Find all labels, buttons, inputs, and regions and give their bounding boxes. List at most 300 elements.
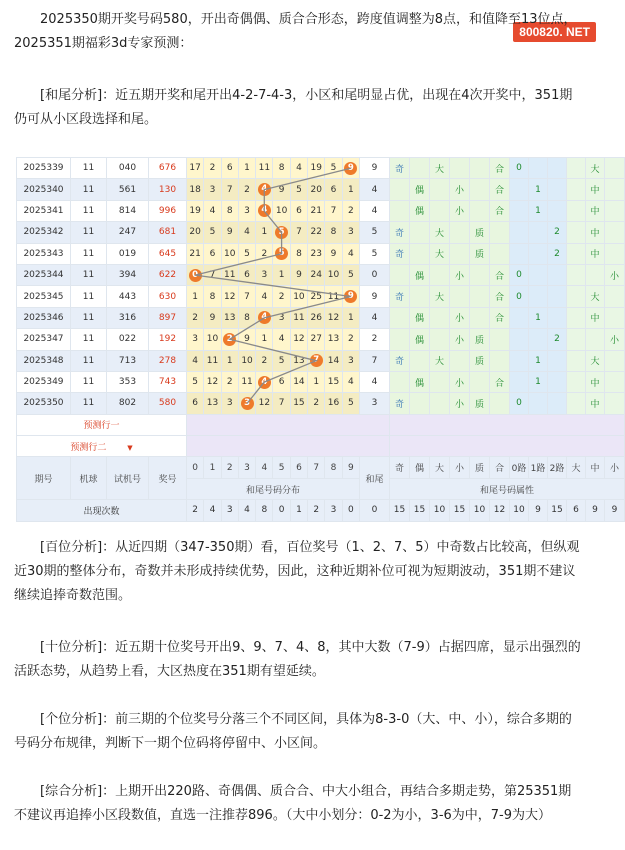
distribution-cell bbox=[187, 200, 204, 221]
distribution-cell bbox=[204, 200, 221, 221]
digit-header: 8 bbox=[325, 457, 342, 478]
omission-value: 11 bbox=[293, 312, 305, 323]
prize-cell: 996 bbox=[149, 200, 187, 221]
attribute-cell: 合 bbox=[489, 371, 509, 392]
distribution-cell bbox=[187, 222, 204, 243]
omission-value: 7 bbox=[209, 270, 216, 281]
omission-value: 3 bbox=[347, 355, 354, 366]
attribute-cell: 偶 bbox=[409, 200, 429, 221]
attribute-cell: 合 bbox=[489, 179, 509, 200]
distribution-cell bbox=[256, 393, 273, 414]
omission-value: 21 bbox=[310, 205, 322, 216]
attribute-cell: 合 bbox=[489, 158, 509, 179]
omission-value: 2 bbox=[347, 205, 354, 216]
attr-header: 大 bbox=[566, 457, 585, 478]
attribute-cell: 大 bbox=[429, 286, 449, 307]
omission-value: 8 bbox=[296, 248, 302, 259]
attribute-cell bbox=[547, 393, 566, 414]
attribute-cell bbox=[469, 307, 489, 328]
distribution-cell bbox=[342, 222, 359, 243]
omission-value: 4 bbox=[347, 377, 354, 388]
prediction-row-2-text: 预测行二 bbox=[70, 442, 107, 453]
table-row bbox=[17, 158, 625, 179]
attribute-cell bbox=[604, 179, 624, 200]
attribute-cell: 合 bbox=[489, 200, 509, 221]
ge-analysis: [个位分析]：前三期的个位奖号分落三个不同区间，具体为8-3-0（大、中、小），综合多期的号码分布规律，判断下一期个位码将停留中、小区间。 bbox=[14, 712, 572, 751]
distribution-cell bbox=[187, 286, 204, 307]
distribution-cell bbox=[204, 307, 221, 328]
attribute-cell bbox=[389, 307, 409, 328]
count-cell: 9 bbox=[528, 500, 547, 521]
digit-header: 6 bbox=[290, 457, 307, 478]
test-number-cell: 040 bbox=[107, 158, 149, 179]
attribute-cell bbox=[566, 286, 585, 307]
omission-value: 1 bbox=[244, 163, 250, 174]
distribution-cell bbox=[342, 350, 359, 371]
machine-cell: 11 bbox=[71, 222, 107, 243]
omission-value: 4 bbox=[244, 227, 250, 238]
omission-value: 2 bbox=[226, 377, 233, 388]
distribution-cell bbox=[290, 222, 307, 243]
attribute-cell: 小 bbox=[449, 264, 469, 285]
machine-cell: 11 bbox=[71, 200, 107, 221]
distribution-cell-hit bbox=[273, 243, 290, 264]
attribute-cell bbox=[429, 329, 449, 350]
distribution-cell bbox=[238, 222, 255, 243]
attribute-cell bbox=[469, 264, 489, 285]
hewei-ball: 5 bbox=[275, 226, 288, 239]
omission-value: 2 bbox=[347, 334, 354, 345]
distribution-cell bbox=[290, 179, 307, 200]
omission-value: 14 bbox=[327, 355, 340, 366]
attribute-cell: 0 bbox=[509, 286, 528, 307]
omission-value: 3 bbox=[244, 205, 250, 216]
omission-value: 24 bbox=[310, 270, 322, 281]
attribute-cell bbox=[489, 243, 509, 264]
distribution-cell-hit bbox=[238, 393, 255, 414]
distribution-cell bbox=[221, 371, 238, 392]
omission-value: 7 bbox=[330, 205, 337, 216]
attribute-cell: 1 bbox=[528, 200, 547, 221]
attribute-cell: 小 bbox=[604, 329, 624, 350]
attribute-cell bbox=[547, 286, 566, 307]
table-row bbox=[17, 200, 625, 221]
attribute-cell: 奇 bbox=[389, 393, 409, 414]
distribution-cell bbox=[187, 179, 204, 200]
attribute-cell: 小 bbox=[449, 179, 469, 200]
machine-cell: 11 bbox=[71, 329, 107, 350]
prize-cell: 676 bbox=[149, 158, 187, 179]
attribute-cell bbox=[429, 393, 449, 414]
attribute-cell: 小 bbox=[449, 371, 469, 392]
count-cell: 0 bbox=[273, 500, 290, 521]
table-row bbox=[17, 179, 625, 200]
distribution-cell bbox=[290, 371, 307, 392]
count-cell: 0 bbox=[342, 500, 359, 521]
hewei-cell: 9 bbox=[359, 158, 389, 179]
attribute-cell bbox=[528, 393, 547, 414]
distribution-cell bbox=[325, 371, 342, 392]
omission-value: 26 bbox=[310, 312, 322, 323]
distribution-cell bbox=[204, 222, 221, 243]
attribute-cell bbox=[547, 158, 566, 179]
dropdown-arrow-icon[interactable]: ▼ bbox=[127, 443, 133, 452]
column-machine: 机球 bbox=[71, 457, 107, 500]
attribute-cell bbox=[547, 264, 566, 285]
attribute-cell bbox=[604, 307, 624, 328]
distribution-cell bbox=[204, 243, 221, 264]
attribute-cell: 偶 bbox=[409, 264, 429, 285]
digit-header: 9 bbox=[342, 457, 359, 478]
column-hewei: 和尾 bbox=[359, 457, 389, 500]
omission-value: 1 bbox=[347, 184, 354, 195]
attribute-cell bbox=[429, 307, 449, 328]
attribute-cell bbox=[547, 200, 566, 221]
attribute-cell: 中 bbox=[585, 200, 604, 221]
distribution-cell bbox=[273, 307, 290, 328]
distribution-cell bbox=[204, 329, 221, 350]
omission-value: 25 bbox=[310, 291, 322, 302]
attribute-cell bbox=[509, 350, 528, 371]
distribution-cell bbox=[204, 350, 221, 371]
distribution-cell bbox=[273, 200, 290, 221]
attribute-cell bbox=[409, 243, 429, 264]
distribution-cell bbox=[342, 264, 359, 285]
attribute-cell: 合 bbox=[489, 264, 509, 285]
attribute-cell: 偶 bbox=[409, 307, 429, 328]
prize-cell: 622 bbox=[149, 264, 187, 285]
attr-header: 0路 bbox=[509, 457, 528, 478]
attribute-cell: 中 bbox=[585, 393, 604, 414]
omission-value: 2 bbox=[278, 291, 285, 302]
attribute-cell: 奇 bbox=[389, 158, 409, 179]
omission-value: 5 bbox=[209, 227, 216, 238]
count-cell: 3 bbox=[325, 500, 342, 521]
omission-value: 1 bbox=[192, 291, 199, 302]
attribute-cell: 质 bbox=[469, 350, 489, 371]
distribution-cell bbox=[308, 286, 325, 307]
attribute-cell: 大 bbox=[429, 222, 449, 243]
distribution-cell bbox=[221, 200, 238, 221]
distribution-cell bbox=[221, 158, 238, 179]
distribution-cell bbox=[238, 158, 255, 179]
test-number-cell: 561 bbox=[107, 179, 149, 200]
machine-cell: 11 bbox=[71, 158, 107, 179]
distribution-cell bbox=[187, 307, 204, 328]
distribution-cell bbox=[256, 243, 273, 264]
prize-cell: 630 bbox=[149, 286, 187, 307]
test-number-cell: 814 bbox=[107, 200, 149, 221]
distribution-cell bbox=[187, 243, 204, 264]
omission-value: 11 bbox=[206, 355, 219, 366]
distribution-cell bbox=[238, 243, 255, 264]
attribute-cell: 质 bbox=[469, 329, 489, 350]
distribution-cell bbox=[221, 350, 238, 371]
digit-header: 2 bbox=[221, 457, 238, 478]
omission-value: 1 bbox=[278, 270, 285, 281]
omission-value: 10 bbox=[241, 355, 253, 366]
hewei-ball: 4 bbox=[258, 311, 271, 324]
count-cell: 15 bbox=[409, 500, 429, 521]
attribute-cell bbox=[469, 371, 489, 392]
omission-value: 27 bbox=[310, 334, 322, 345]
hewei-ball: 0 bbox=[189, 269, 202, 282]
omission-value: 12 bbox=[327, 312, 340, 323]
distribution-cell bbox=[290, 286, 307, 307]
omission-value: 13 bbox=[293, 355, 305, 366]
attribute-cell bbox=[449, 158, 469, 179]
omission-value: 16 bbox=[327, 398, 340, 409]
machine-cell: 11 bbox=[71, 371, 107, 392]
attribute-cell bbox=[528, 264, 547, 285]
distribution-cell bbox=[273, 286, 290, 307]
distribution-cell bbox=[256, 222, 273, 243]
attribute-cell: 大 bbox=[429, 350, 449, 371]
test-number-cell: 353 bbox=[107, 371, 149, 392]
distribution-cell bbox=[256, 350, 273, 371]
distribution-cell bbox=[342, 179, 359, 200]
hewei-cell: 7 bbox=[359, 350, 389, 371]
attribute-cell bbox=[547, 307, 566, 328]
distribution-cell bbox=[325, 329, 342, 350]
distribution-cell bbox=[238, 264, 255, 285]
attr-header: 小 bbox=[604, 457, 624, 478]
distribution-cell bbox=[221, 179, 238, 200]
prediction-row-1[interactable] bbox=[17, 414, 625, 435]
distribution-cell-hit bbox=[221, 329, 238, 350]
count-cell: 15 bbox=[547, 500, 566, 521]
omission-value: 7 bbox=[226, 184, 233, 195]
omission-value: 8 bbox=[244, 312, 250, 323]
omission-value: 3 bbox=[192, 334, 199, 345]
distribution-cell bbox=[308, 158, 325, 179]
omission-value: 10 bbox=[327, 270, 340, 281]
table-row bbox=[17, 350, 625, 371]
distribution-cell bbox=[273, 264, 290, 285]
attr-header: 质 bbox=[469, 457, 489, 478]
attribute-cell: 奇 bbox=[389, 222, 409, 243]
attribute-cell bbox=[528, 329, 547, 350]
omission-value: 9 bbox=[296, 270, 302, 281]
distribution-cell bbox=[221, 286, 238, 307]
hewei-cell: 3 bbox=[359, 393, 389, 414]
omission-value: 8 bbox=[278, 163, 285, 174]
attribute-cell: 大 bbox=[585, 286, 604, 307]
table-row bbox=[17, 307, 625, 328]
omission-value: 8 bbox=[209, 291, 216, 302]
prize-cell: 897 bbox=[149, 307, 187, 328]
attribute-cell bbox=[429, 179, 449, 200]
distribution-cell bbox=[290, 350, 307, 371]
attribute-cell: 中 bbox=[585, 243, 604, 264]
attribute-cell: 0 bbox=[509, 264, 528, 285]
omission-value: 3 bbox=[209, 184, 216, 195]
prize-cell: 645 bbox=[149, 243, 187, 264]
distribution-cell bbox=[256, 158, 273, 179]
attribute-cell bbox=[469, 179, 489, 200]
count-cell: 4 bbox=[238, 500, 255, 521]
attribute-cell bbox=[585, 329, 604, 350]
issue-cell: 2025348 bbox=[17, 350, 71, 371]
distribution-cell bbox=[325, 350, 342, 371]
distribution-cell bbox=[238, 307, 255, 328]
attribute-cell bbox=[566, 393, 585, 414]
distribution-cell bbox=[204, 158, 221, 179]
attribute-cell: 合 bbox=[489, 307, 509, 328]
omission-value: 4 bbox=[261, 291, 268, 302]
test-number-cell: 443 bbox=[107, 286, 149, 307]
attribute-cell: 2 bbox=[547, 222, 566, 243]
hewei-ball: 4 bbox=[258, 183, 271, 196]
test-number-cell: 247 bbox=[107, 222, 149, 243]
table-row bbox=[17, 393, 625, 414]
distribution-cell-hit bbox=[256, 200, 273, 221]
attribute-cell bbox=[604, 243, 624, 264]
attribute-cell: 偶 bbox=[409, 179, 429, 200]
machine-cell: 11 bbox=[71, 286, 107, 307]
distribution-cell bbox=[204, 393, 221, 414]
count-cell: 2 bbox=[187, 500, 204, 521]
distribution-cell bbox=[256, 329, 273, 350]
count-cell: 10 bbox=[509, 500, 528, 521]
prediction-row-2[interactable] bbox=[17, 436, 625, 457]
prize-cell: 580 bbox=[149, 393, 187, 414]
attribute-cell bbox=[389, 200, 409, 221]
attr-header: 2路 bbox=[547, 457, 566, 478]
omission-value: 11 bbox=[258, 163, 271, 174]
hewei-ball: 4 bbox=[258, 376, 271, 389]
attr-header: 中 bbox=[585, 457, 604, 478]
omission-value: 8 bbox=[330, 227, 337, 238]
distribution-cell bbox=[238, 350, 255, 371]
attribute-cell bbox=[604, 200, 624, 221]
hewei-ball: 5 bbox=[275, 247, 288, 260]
digit-header: 7 bbox=[308, 457, 325, 478]
attr-header: 1路 bbox=[528, 457, 547, 478]
distribution-cell bbox=[204, 179, 221, 200]
attribute-cell bbox=[566, 158, 585, 179]
omission-value: 2 bbox=[261, 355, 268, 366]
distribution-cell-hit bbox=[256, 179, 273, 200]
omission-value: 6 bbox=[192, 398, 199, 409]
intro-line-2: 2025351期福彩3d专家预测： bbox=[14, 36, 193, 51]
attribute-cell: 1 bbox=[528, 307, 547, 328]
attribute-cell bbox=[528, 158, 547, 179]
digit-header: 3 bbox=[238, 457, 255, 478]
hewei-ball: 7 bbox=[310, 354, 323, 367]
omission-value: 17 bbox=[189, 163, 201, 174]
attribute-cell: 1 bbox=[528, 179, 547, 200]
machine-cell: 11 bbox=[71, 264, 107, 285]
prize-cell: 278 bbox=[149, 350, 187, 371]
distribution-cell bbox=[342, 329, 359, 350]
omission-value: 13 bbox=[224, 312, 236, 323]
attribute-cell bbox=[389, 329, 409, 350]
prediction-row-2-label[interactable] bbox=[17, 436, 187, 457]
hewei-ball: 4 bbox=[258, 204, 271, 217]
attribute-cell bbox=[604, 286, 624, 307]
omission-value: 5 bbox=[192, 377, 199, 388]
table-row bbox=[17, 264, 625, 285]
distribution-cell bbox=[238, 200, 255, 221]
attribute-cell: 小 bbox=[604, 264, 624, 285]
distribution-cell bbox=[187, 393, 204, 414]
attribute-cell: 1 bbox=[528, 350, 547, 371]
omission-value: 7 bbox=[244, 291, 250, 302]
hewei-analysis: [和尾分析]：近五期开奖和尾开出4-2-7-4-3，小区和尾明显占优，出现在4次开奖中，351期仍可从小区段选择和尾。 bbox=[14, 88, 573, 127]
distribution-cell-hit bbox=[187, 264, 204, 285]
hewei-cell: 2 bbox=[359, 329, 389, 350]
distribution-cell bbox=[290, 264, 307, 285]
distribution-cell-hit bbox=[256, 371, 273, 392]
distribution-cell-hit bbox=[342, 158, 359, 179]
attribute-cell: 奇 bbox=[389, 286, 409, 307]
omission-value: 9 bbox=[278, 184, 285, 195]
distribution-cell bbox=[325, 286, 342, 307]
distribution-cell bbox=[342, 371, 359, 392]
distribution-cell bbox=[308, 307, 325, 328]
attribute-cell: 中 bbox=[585, 307, 604, 328]
attribute-cell: 中 bbox=[585, 179, 604, 200]
hewei-cell: 5 bbox=[359, 222, 389, 243]
omission-value: 2 bbox=[209, 163, 216, 174]
omission-value: 2 bbox=[313, 398, 320, 409]
omission-value: 5 bbox=[244, 248, 250, 259]
omission-value: 4 bbox=[192, 355, 199, 366]
issue-cell: 2025344 bbox=[17, 264, 71, 285]
omission-value: 6 bbox=[296, 205, 302, 216]
distribution-cell bbox=[290, 307, 307, 328]
distribution-cell bbox=[290, 243, 307, 264]
attribute-cell bbox=[528, 243, 547, 264]
prediction-row-1-label[interactable]: 预测行一 bbox=[17, 414, 187, 435]
distribution-cell bbox=[342, 307, 359, 328]
attribute-cell bbox=[528, 286, 547, 307]
attribute-cell bbox=[566, 222, 585, 243]
distribution-cell bbox=[238, 329, 255, 350]
hewei-ball: 9 bbox=[344, 290, 357, 303]
digit-header: 5 bbox=[273, 457, 290, 478]
omission-value: 5 bbox=[347, 270, 354, 281]
attribute-cell bbox=[604, 222, 624, 243]
machine-cell: 11 bbox=[71, 179, 107, 200]
attribute-cell bbox=[528, 222, 547, 243]
omission-value: 6 bbox=[226, 163, 233, 174]
attribute-cell bbox=[389, 264, 409, 285]
attribute-cell: 偶 bbox=[409, 371, 429, 392]
attribute-cell bbox=[489, 393, 509, 414]
count-cell: 1 bbox=[290, 500, 307, 521]
omission-value: 11 bbox=[327, 291, 340, 302]
attribute-cell bbox=[489, 329, 509, 350]
test-number-cell: 022 bbox=[107, 329, 149, 350]
attribute-cell: 0 bbox=[509, 158, 528, 179]
count-cell: 4 bbox=[204, 500, 221, 521]
attribute-cell: 偶 bbox=[409, 329, 429, 350]
omission-value: 4 bbox=[278, 334, 285, 345]
omission-value: 9 bbox=[226, 227, 233, 238]
omission-value: 12 bbox=[293, 334, 305, 345]
distribution-cell-hit bbox=[273, 222, 290, 243]
omission-value: 3 bbox=[261, 270, 268, 281]
attribute-cell: 奇 bbox=[389, 350, 409, 371]
attribute-cell bbox=[509, 200, 528, 221]
omission-value: 15 bbox=[327, 377, 340, 388]
attribute-cell bbox=[566, 350, 585, 371]
distribution-cell bbox=[308, 393, 325, 414]
intro-paragraph bbox=[14, 8, 584, 56]
attribute-cell bbox=[566, 179, 585, 200]
